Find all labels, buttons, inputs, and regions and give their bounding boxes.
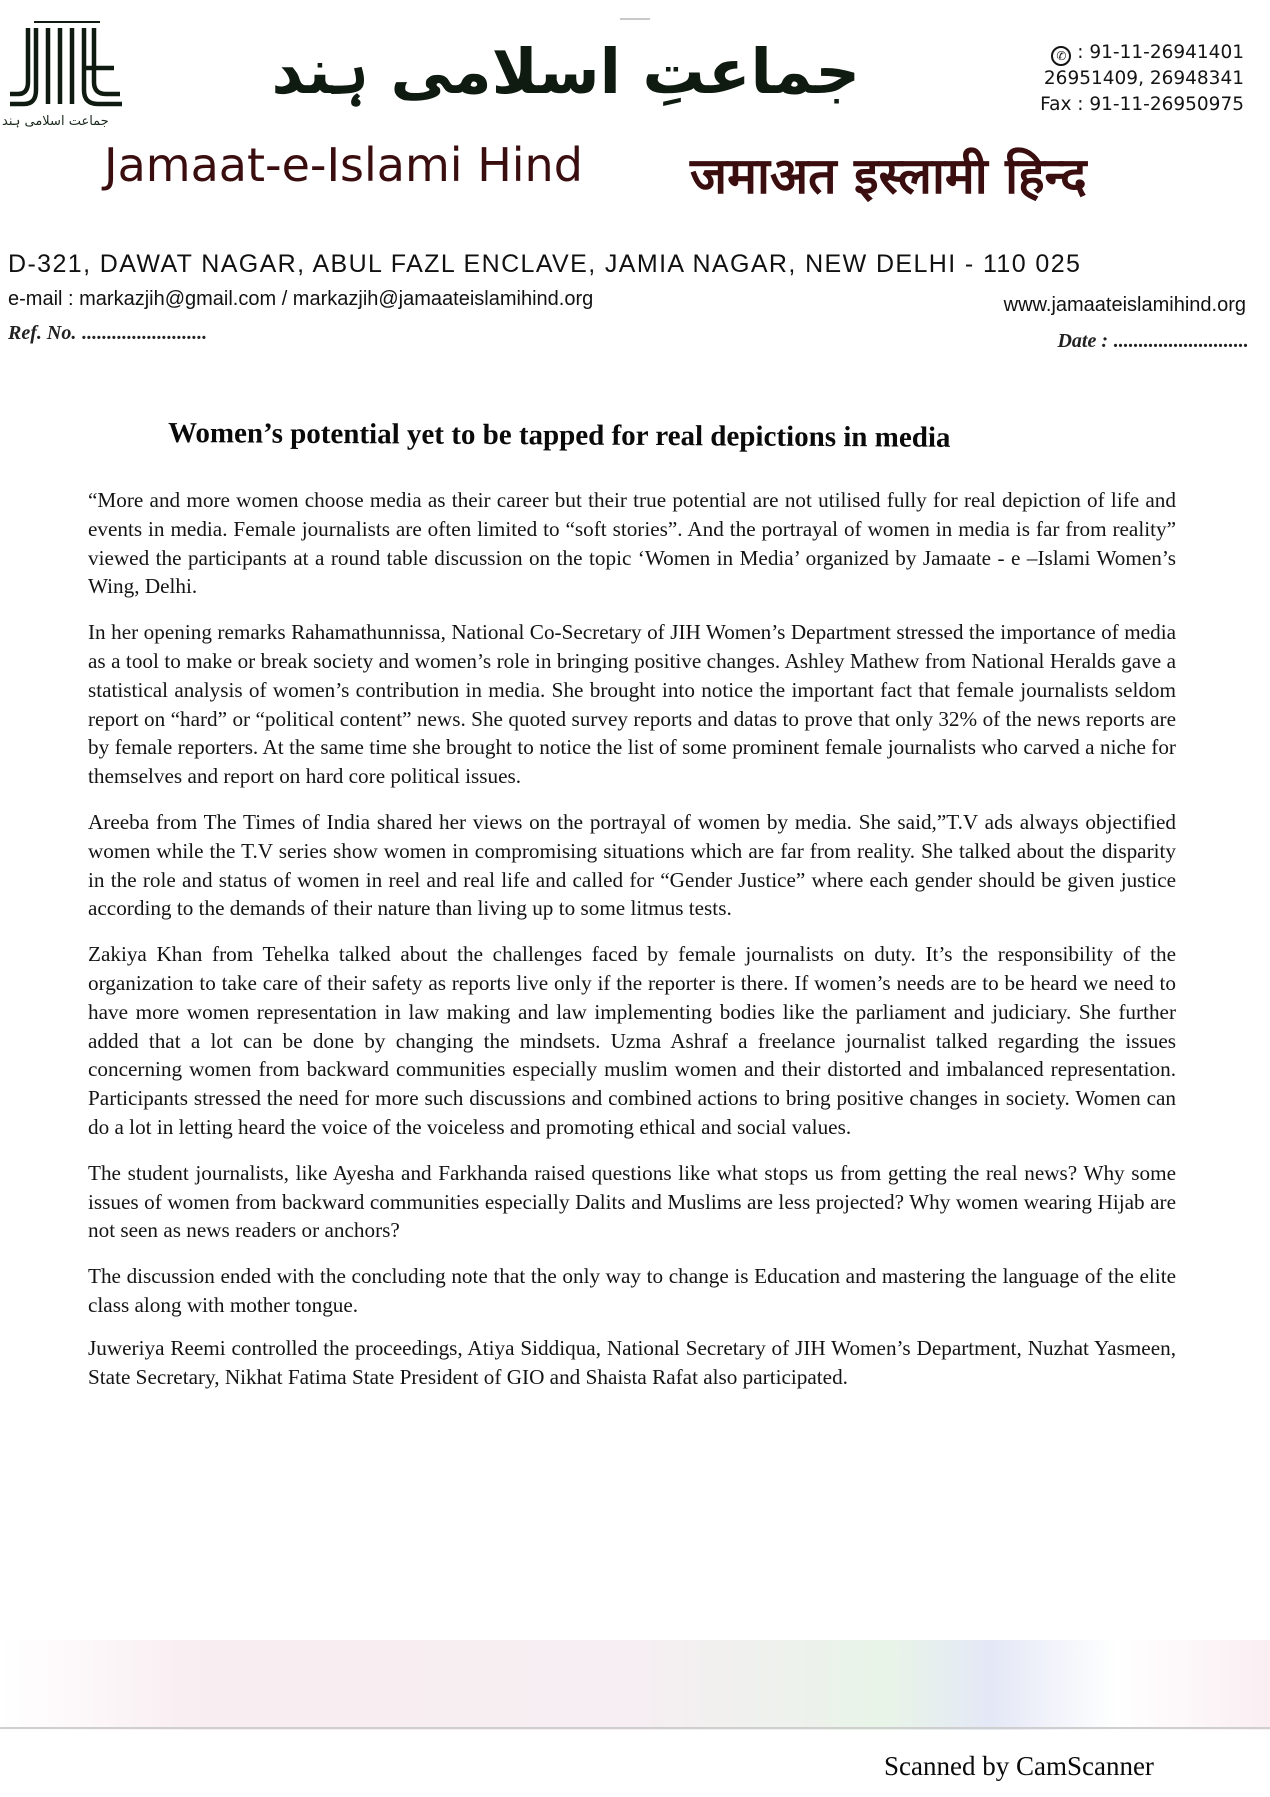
ref-label: Ref. No. — [8, 322, 77, 344]
ref-dots: ......................... — [81, 322, 207, 344]
date-field — [1057, 330, 1248, 353]
org-name-hindi: जमाअत इस्लामी हिन्द — [690, 147, 1087, 205]
article-body — [88, 486, 1176, 1408]
org-name-english: Jamaat-e-Islami Hind — [104, 138, 583, 192]
scan-artifact — [0, 1640, 1270, 1730]
org-name-urdu: جماعتِ اسلامی ہند — [271, 35, 860, 108]
article-title: Women’s potential yet to be tapped for real depictions in media — [167, 417, 951, 454]
article-paragraph: Areeba from The Times of India shared her views on the portrayal of women by media. She said,”T.V ads always objectified women while the T.V series show women in compromising situations which are far from reality. She talked about the disparity in the role and status of women in reel and real life and called for “Gender Justice” where each gender should be given justice according to the demands of their nature than living up to some litmus tests. — [88, 809, 1176, 921]
article-paragraph: The student journalists, like Ayesha and Farkhanda raised questions like what stops us from getting the real news? Why some issues of women from backward communities especially Dalits and Muslims are less projected? Why women wearing Hijab are not seen as news readers or anchors? — [88, 1160, 1176, 1243]
fax-number: Fax : 91-11-26950975 — [1040, 94, 1244, 115]
email-addresses: e-mail : markazjih@gmail.com / markazjih@jamaateislamihind.org — [8, 288, 594, 310]
article-paragraph: Juweriya Reemi controlled the proceedings, Atiya Siddiqua, National Secretary of JIH Women’s Department, Nuzhat Yasmeen, State Secretary, Nikhat Fatima State President of GIO and Shaista Rafat also participated. — [88, 1335, 1176, 1389]
postal-address: D-321, DAWAT NAGAR, ABUL FAZL ENCLAVE, JAMIA NAGAR, NEW DELHI - 110 025 — [8, 250, 1082, 278]
ref-number-field — [8, 322, 206, 345]
phone-line — [1040, 40, 1244, 66]
article-paragraph: The discussion ended with the concluding note that the only way to change is Education and mastering the language of the elite class along with mother tongue. — [88, 1264, 1176, 1317]
camscanner-watermark: Scanned by CamScanner — [884, 1751, 1154, 1781]
scan-mark — [620, 18, 650, 20]
phone-extra: 26951409, 26948341 — [1043, 68, 1244, 89]
page-edge-line — [0, 1727, 1270, 1729]
contact-block — [1040, 40, 1244, 118]
logo-caption: جماعت اسلامی ہند — [2, 114, 109, 129]
date-label: Date : — [1057, 330, 1108, 352]
article-paragraph: “More and more women choose media as their career but their true potential are not utilised fully for real depiction of life and events in media. Female journalists are often limited to “soft stories”. And the portrayal of women in media is far from reality” viewed the participants at a round table discussion on the topic ‘Women in Media’ organized by Jamaate - e –Islami Women’s Wing, Delhi. — [88, 488, 1176, 599]
jih-logo-icon — [4, 20, 126, 112]
article-paragraph: Zakiya Khan from Tehelka talked about the challenges faced by female journalists on duty. It’s the responsibility of the organization to take care of their safety as reports live only if the reporter is there. If women’s needs are to be heard we need to have more women representation in law making and law implementing bodies like the parliament and judiciary. She further added that a lot can be done by changing the mindsets. Uzma Ashraf a freelance journalist talked regarding the issues concerning women from backward communities especially muslim women and their distorted and imbalanced representation. Participants stressed the need for more such discussions and combined actions to bring positive changes in society. Women can do a lot in letting heard the voice of the voiceless and promoting ethical and social values. — [88, 942, 1176, 1139]
date-dots: ........................... — [1113, 330, 1248, 352]
article-paragraph: In her opening remarks Rahamathunnissa, National Co-Secretary of JIH Women’s Department stressed the importance of media as a tool to make or break society and women’s role in bringing positive changes. Ashley Mathew from National Heralds gave a statistical analysis of women’s contribution in media. She brought into notice the important fact that female journalists seldom report on “hard” or “political content” news. She quoted survey reports and datas to prove that only 32% of the news reports are by female reporters. At the same time she brought to notice the list of some prominent female journalists who carved a niche for themselves and report on hard core political issues. — [88, 620, 1176, 789]
website-url: www.jamaateislamihind.org — [1003, 294, 1246, 316]
phone-icon: ✆ — [1051, 46, 1071, 66]
phone-number: : 91-11-26941401 — [1077, 42, 1244, 63]
